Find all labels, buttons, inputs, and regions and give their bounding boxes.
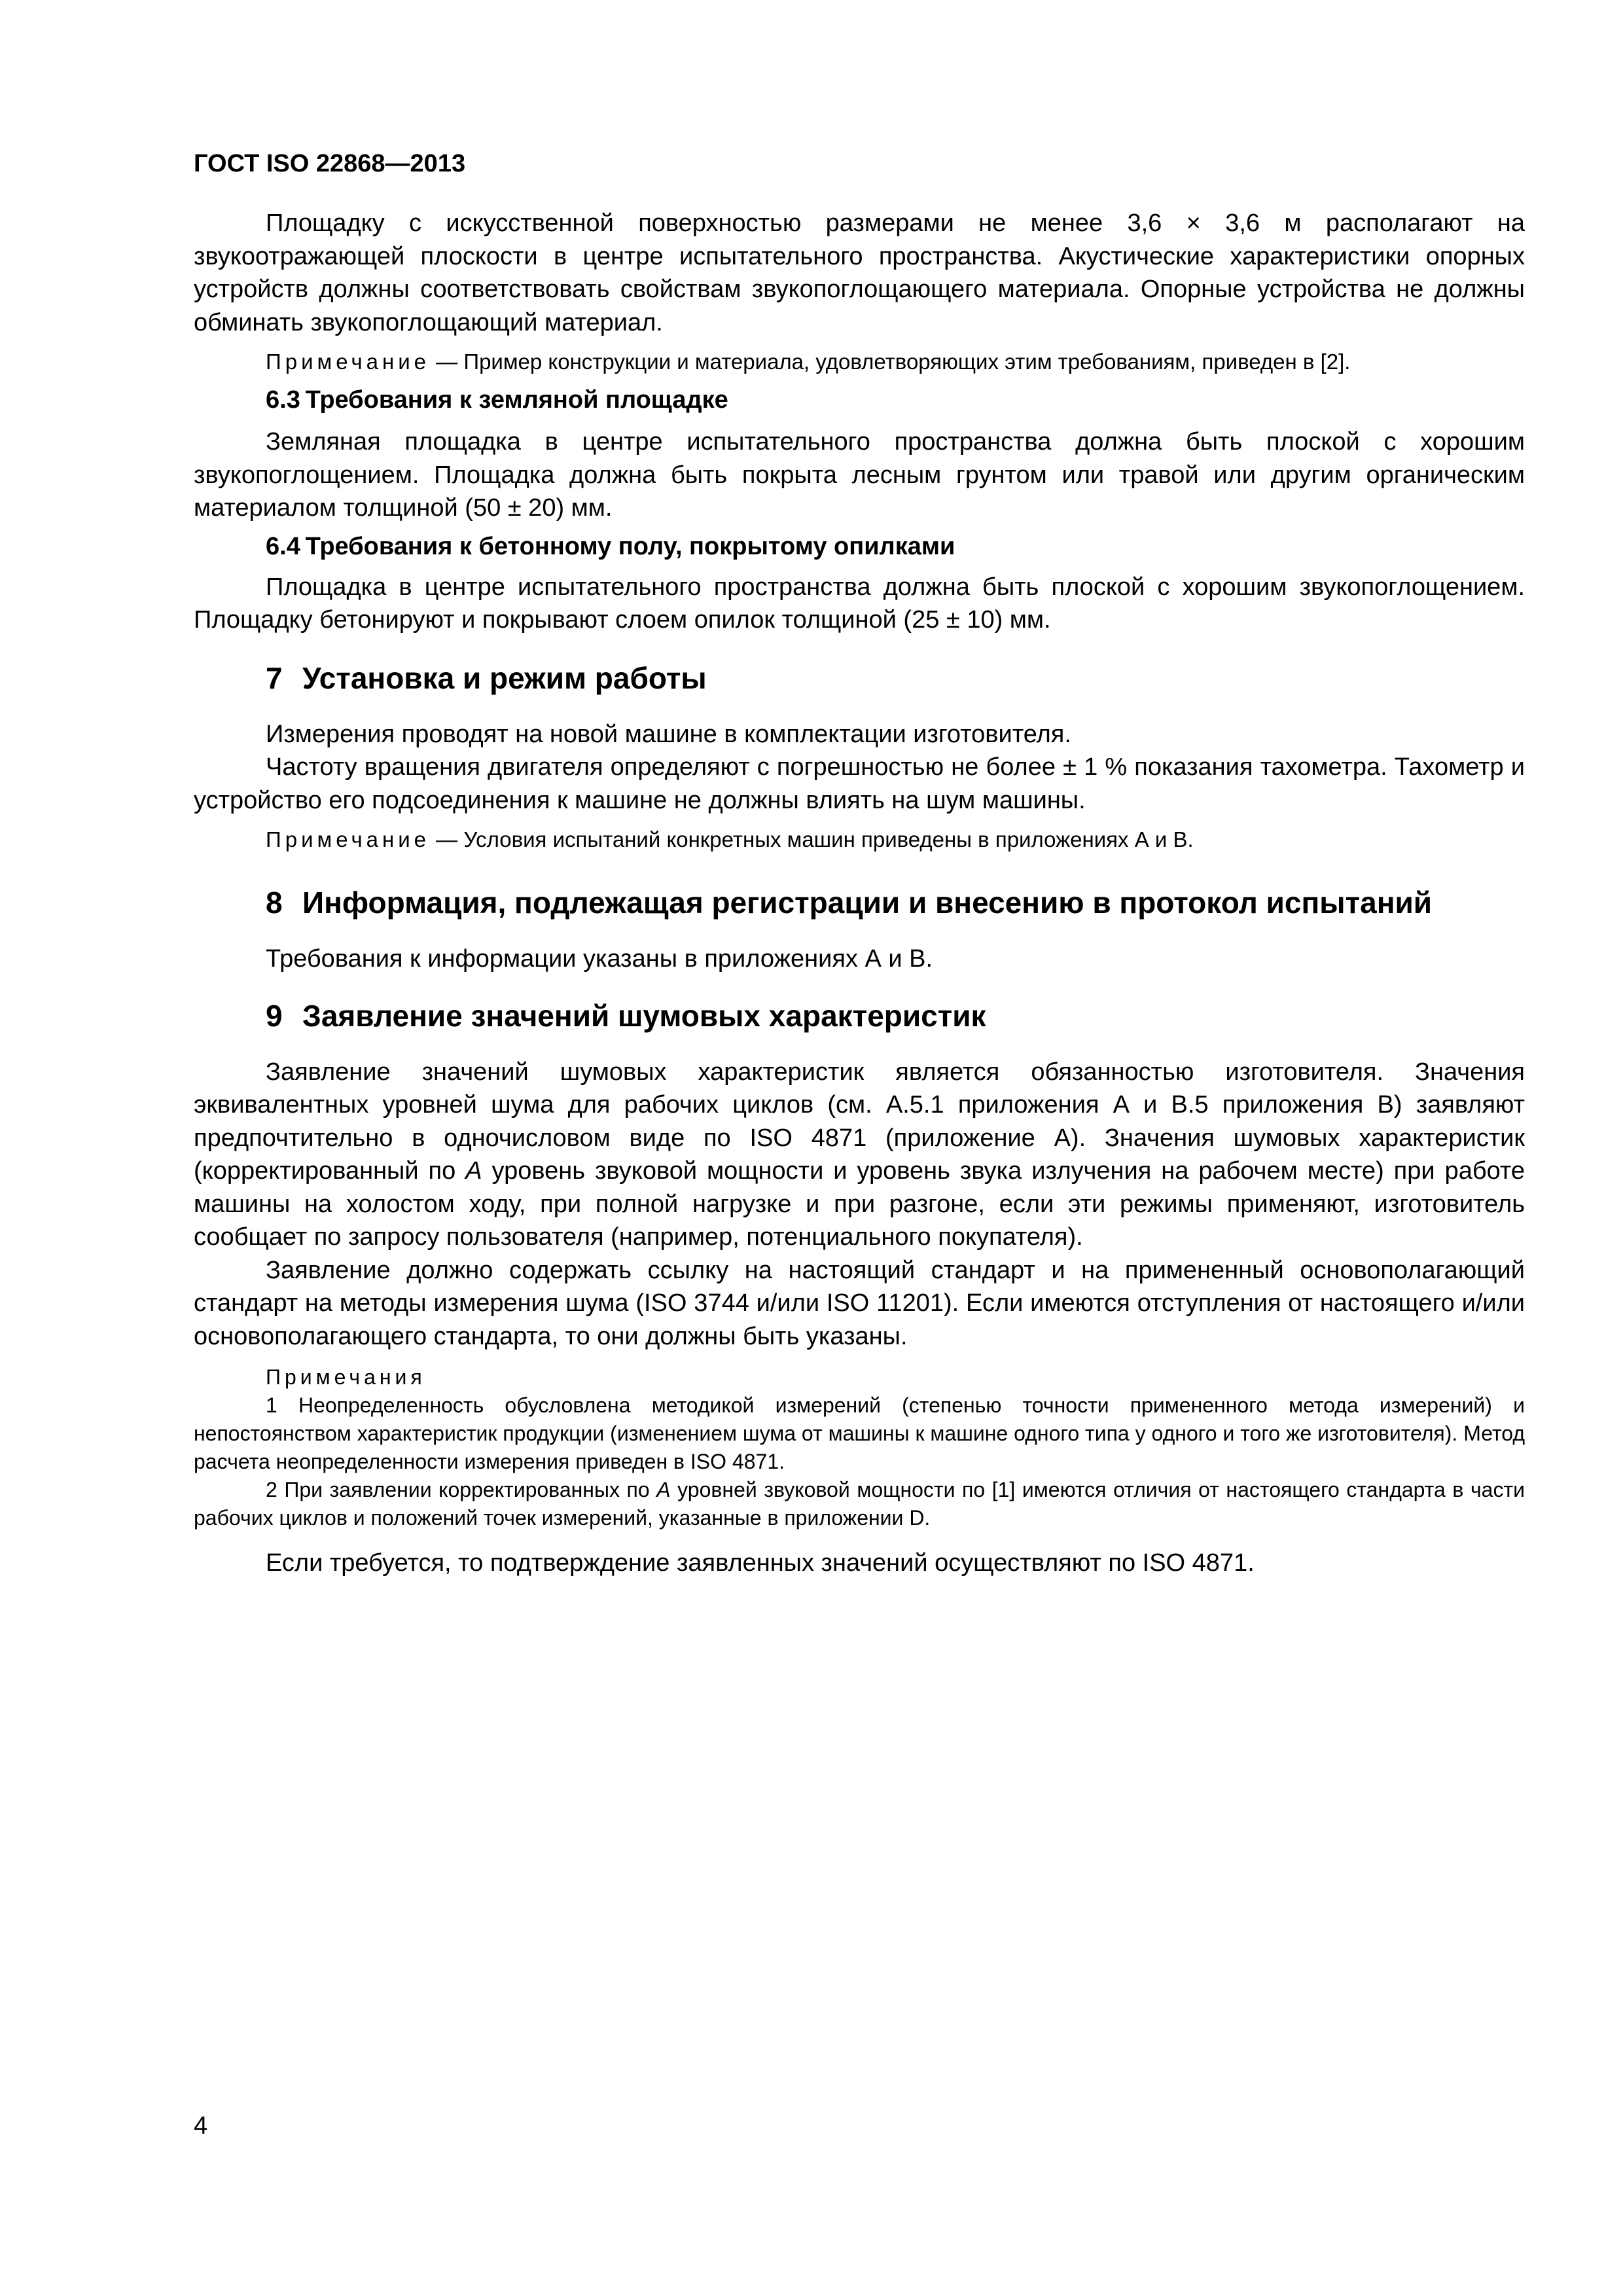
section-6-4-heading xyxy=(194,530,1525,563)
section-title: Установка и режим работы xyxy=(302,660,707,695)
note-example-construction xyxy=(194,348,1525,376)
paragraph-info-requirements: Требования к информации указаны в приложениях А и В. xyxy=(266,945,933,973)
text-run: Заявление значений шумовых характеристик является обязанностью изготовителя. Значения эквивалентных уровней шума для рабочих циклов (см. А.5.1 приложения А и В.5 приложения В) заявляют предпочтительно в одночисловом виде по ISO 4871 (приложение А). Значения шумовых характеристик (корректированный по xyxy=(194,1058,1525,1185)
notes-label xyxy=(194,1363,1525,1391)
paragraph-measurements: Измерения проводят на новой машине в комплектации изготовителя. xyxy=(266,720,1071,748)
paragraph-declaration-reference: Заявление должно содержать ссылку на настоящий стандарт и на примененный основополагающий стандарт на методы измерения шума (ISO 3744 и/или ISO 11201). Если имеются отступления от настоящего и/или основополагающего стандарта, то они должны быть указаны. xyxy=(194,1256,1525,1350)
notes-label-text: Примечания xyxy=(266,1365,426,1389)
section-title: Информация, подлежащая регистрации и внесению в протокол испытаний xyxy=(302,886,1433,920)
text-run: уровней звуковой мощности по [1] имеются отличия от настоящего стандарта в части рабочих циклов и положений точек измерений, указанные в приложении D. xyxy=(194,1478,1525,1530)
section-9-heading xyxy=(194,999,1525,1032)
note-label: Примечание xyxy=(266,827,431,852)
italic-symbol: А xyxy=(656,1478,671,1501)
paragraph-rotation-speed: Частоту вращения двигателя определяют с погрешностью не более ± 1 % показания тахометра. Тахометр и устройство его подсоединения к машине не должны влиять на шум машины. xyxy=(194,753,1525,814)
page-number: 4 xyxy=(194,2112,208,2140)
note-uncertainty: 1 Неопределенность обусловлена методикой измерений (степенью точности примененного метода измерений) и непостоянством характеристик продукции (изменением шума от машины к машине одного типа у одного и того же изготовителя). Метод расчета неопределенности измерения приведен в ISO 4871. xyxy=(194,1393,1525,1473)
document-body xyxy=(194,207,1525,1580)
section-number: 6.4 xyxy=(266,532,300,560)
paragraph-concrete-floor: Площадка в центре испытательного пространства должна быть плоской с хорошим звукопоглощением. Площадку бетонируют и покрывают слоем опилок толщиной (25 ± 10) мм. xyxy=(194,573,1525,634)
paragraph-artificial-surface: Площадку с искусственной поверхностью размерами не менее 3,6 × 3,6 м располагают на звукоотражающей плоскости в центре испытательного пространства. Акустические характеристики опорных устройств должны соответствовать свойствам звукопоглощающего материала. Опорные устройства не должны обминать звукопоглощающий материал. xyxy=(194,209,1525,336)
section-number: 9 xyxy=(266,998,283,1033)
text-run: уровень звуковой мощности и уровень звука излучения на рабочем месте) при работе машины на холостом ходу, при полной нагрузке и при разгоне, если эти режимы применяют, изготовитель сообщает по запросу пользователя (например, потенциального покупателя). xyxy=(194,1157,1525,1251)
section-title: Требования к бетонному полу, покрытому опилками xyxy=(305,532,955,560)
section-number: 8 xyxy=(266,886,283,920)
section-8-heading xyxy=(194,886,1525,919)
section-title: Заявление значений шумовых характеристик xyxy=(302,998,986,1033)
italic-symbol: А xyxy=(465,1157,482,1185)
section-6-3-heading xyxy=(194,384,1525,416)
section-7-heading xyxy=(194,662,1525,694)
note-label: Примечание xyxy=(266,350,431,374)
note-test-conditions xyxy=(194,826,1525,853)
document-header: ГОСТ ISO 22868—2013 xyxy=(194,150,466,177)
note-text: — Пример конструкции и материала, удовлетворяющих этим требованиям, приведен в [2]. xyxy=(430,350,1351,374)
paragraph-verification: Если требуется, то подтверждение заявленных значений осуществляют по ISO 4871. xyxy=(266,1549,1255,1577)
text-run: 2 При заявлении корректированных по xyxy=(266,1478,657,1501)
paragraph-earth-pad: Земляная площадка в центре испытательного пространства должна быть плоской с хорошим звукопоглощением. Площадка должна быть покрыта лесным грунтом или травой или другим органическим материалом толщиной (50 ± 20) мм. xyxy=(194,428,1525,522)
section-number: 7 xyxy=(266,660,283,695)
section-number: 6.3 xyxy=(266,386,300,414)
paragraph-declaration xyxy=(194,1056,1525,1254)
note-sound-power-differences xyxy=(194,1476,1525,1532)
section-title: Требования к земляной площадке xyxy=(305,386,728,414)
note-text: — Условия испытаний конкретных машин приведены в приложениях А и В. xyxy=(430,827,1194,852)
document-page xyxy=(194,0,1525,2296)
